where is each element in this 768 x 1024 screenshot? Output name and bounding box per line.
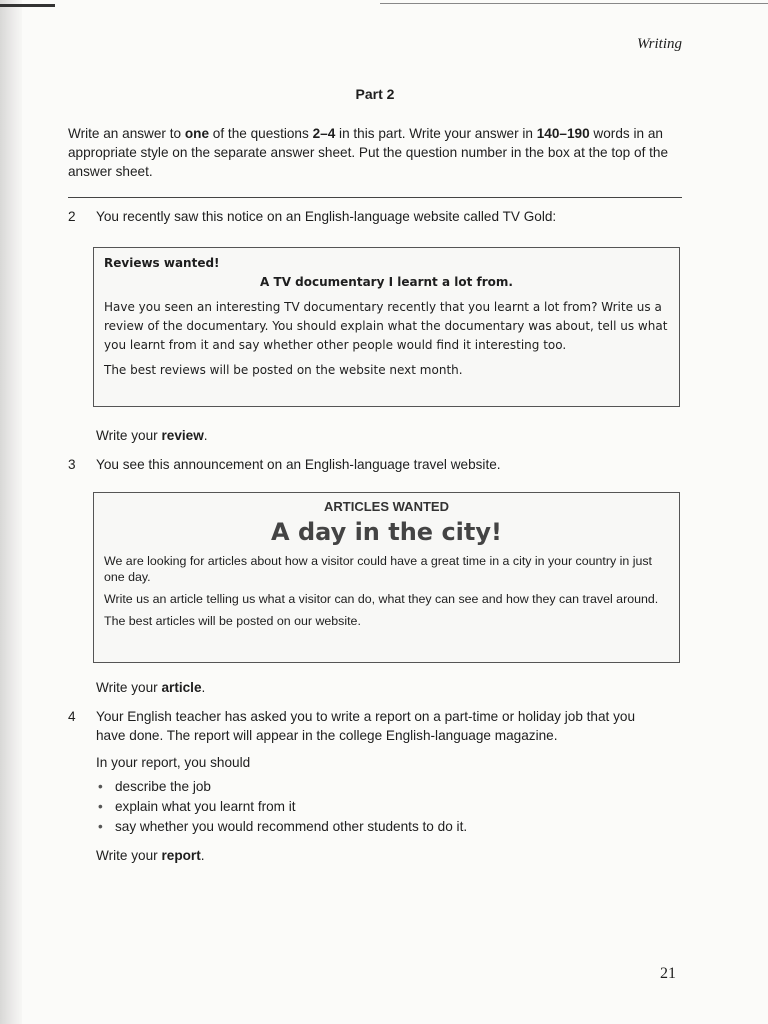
task-instruction — [96, 846, 205, 865]
scan-top-line — [380, 3, 768, 4]
announcement-paragraph: Write us an article telling us what a visitor can do, what they can see and how they can travel around. — [104, 592, 659, 606]
question-prompt: You recently saw this notice on an English-language website called TV Gold: — [96, 209, 557, 224]
divider — [68, 197, 682, 198]
intro-emph: 2–4 — [312, 126, 336, 141]
notice-heading: Reviews wanted! — [104, 256, 220, 270]
question-prompt: Your English teacher has asked you to write a report on a part-time or holiday job that you have done. The report will appear in the college English-language magazine. — [96, 709, 636, 743]
notice-paragraph: The best reviews will be posted on the website next month. — [104, 363, 463, 377]
instruction-text: Write your — [96, 428, 162, 443]
announcement-paragraph: We are looking for articles about how a visitor could have a great time in a city in your country in just one day. — [104, 554, 652, 584]
question-number: 2 — [68, 209, 76, 224]
notice-paragraph: Have you seen an interesting TV documentary recently that you learnt a lot from? Write us a review of the documentary. You should explain what the documentary was about, tell us what you learnt from it and say whether other people would find it interesting too. — [104, 300, 668, 352]
page-number: 21 — [660, 965, 676, 982]
scan-edge — [0, 0, 22, 1024]
intro-text: words in an appropriate style on the separate answer sheet. Put the question number in the box at the top of the answer sheet. — [68, 126, 669, 179]
scan-corner-mark — [0, 4, 55, 7]
notice-box — [93, 247, 680, 407]
instruction-text: . — [203, 428, 208, 443]
question-number: 3 — [68, 457, 76, 472]
task-type: report — [161, 848, 201, 863]
notice-title: A TV documentary I learnt a lot from. — [260, 275, 513, 289]
part-title: Part 2 — [355, 86, 395, 102]
intro-text: Write an answer to — [68, 126, 185, 141]
task-type: article — [161, 680, 202, 695]
question-lead: In your report, you should — [96, 755, 251, 770]
announcement-title: A day in the city! — [271, 518, 502, 546]
question-number: 4 — [68, 709, 76, 724]
list-item: • explain what you learnt from it — [96, 799, 467, 819]
section-header: Writing — [636, 36, 682, 52]
instruction-text: Write your — [96, 680, 162, 695]
intro-emph: one — [184, 126, 210, 141]
announcement-paragraph: The best articles will be posted on our website. — [104, 614, 361, 628]
list-item: • say whether you would recommend other students to do it. — [96, 819, 467, 839]
task-instruction — [96, 426, 208, 445]
intro-emph: 140–190 — [536, 126, 590, 141]
task-type: review — [161, 428, 204, 443]
intro-paragraph — [68, 124, 688, 181]
task-instruction — [96, 678, 205, 697]
instruction-text: . — [201, 680, 206, 695]
intro-text: of the questions — [209, 126, 313, 141]
list-item: • describe the job — [96, 779, 467, 799]
announcement-box — [93, 492, 680, 663]
requirements-list — [96, 779, 467, 839]
announcement-heading: ARTICLES WANTED — [324, 499, 449, 514]
question-prompt: You see this announcement on an English-language travel website. — [96, 457, 501, 472]
instruction-text: Write your — [96, 848, 162, 863]
instruction-text: . — [200, 848, 205, 863]
intro-text: in this part. Write your answer in — [335, 126, 537, 141]
